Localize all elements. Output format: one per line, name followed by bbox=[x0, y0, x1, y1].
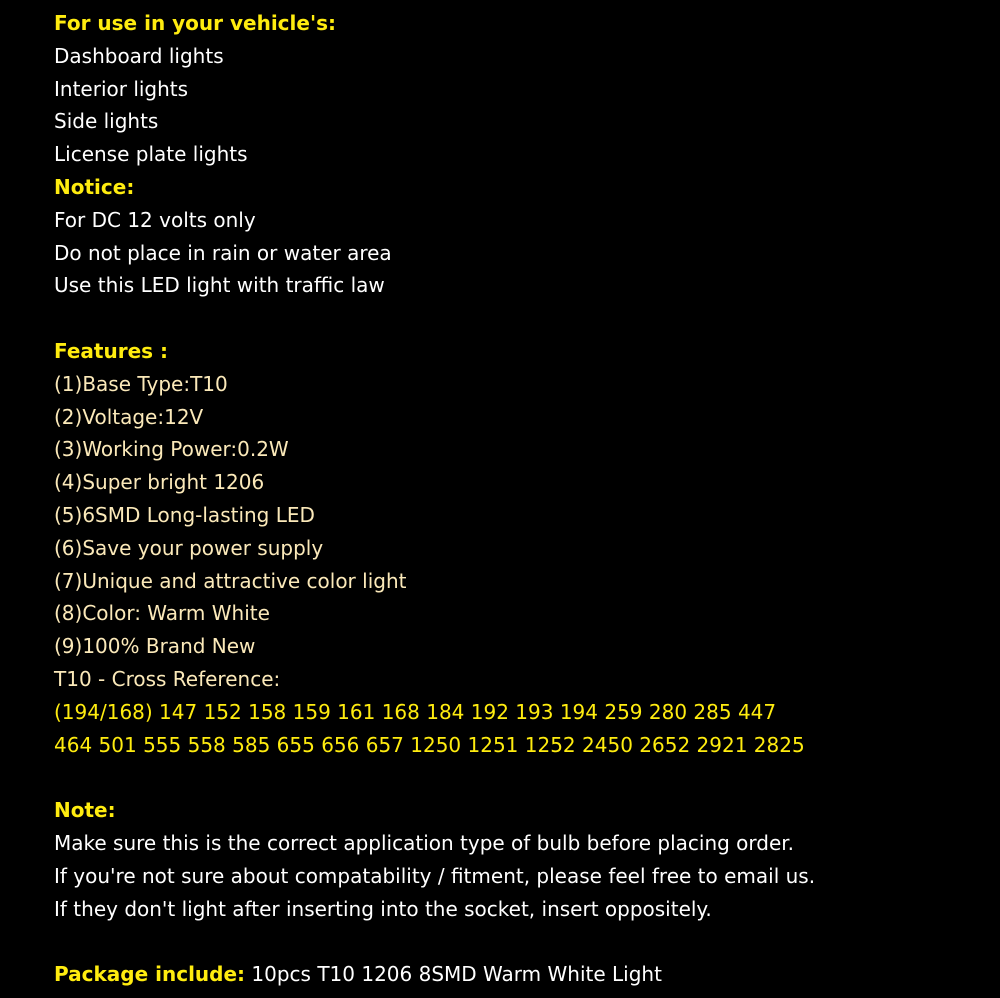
note-item-insert-oppositely: If they don't light after inserting into the socket, insert oppositely. bbox=[54, 896, 712, 921]
feature-item-base-type: (1)Base Type:T10 bbox=[54, 371, 228, 396]
package-include bbox=[54, 958, 984, 991]
note-heading: Note: bbox=[54, 798, 116, 823]
section-spacer bbox=[54, 302, 984, 335]
vehicle-use-item-dashboard: Dashboard lights bbox=[54, 43, 224, 68]
product-description bbox=[54, 7, 984, 991]
feature-item-unique-color: (7)Unique and attractive color light bbox=[54, 568, 407, 593]
package-include-label: Package include: bbox=[54, 962, 246, 987]
vehicle-use-item-license-plate: License plate lights bbox=[54, 142, 248, 167]
features-heading: Features : bbox=[54, 338, 169, 363]
vehicle-use-heading: For use in your vehicle's: bbox=[54, 11, 336, 35]
feature-item-save-power: (6)Save your power supply bbox=[54, 535, 324, 560]
cross-reference-line-2: 464 501 555 558 585 655 656 657 1250 1251 1252 2450 2652 2921 2825 bbox=[54, 732, 805, 757]
feature-item-brand-new: (9)100% Brand New bbox=[54, 634, 256, 659]
vehicle-use-item-side: Side lights bbox=[54, 109, 159, 134]
cross-reference-line-1: (194/168) 147 152 158 159 161 168 184 192 193 194 259 280 285 447 bbox=[54, 699, 777, 724]
notice-item-traffic-law: Use this LED light with traffic law bbox=[54, 273, 385, 298]
note-item-application-type: Make sure this is the correct application type of bulb before placing order. bbox=[54, 830, 795, 855]
notice-item-rain: Do not place in rain or water area bbox=[54, 240, 392, 265]
feature-item-super-bright: (4)Super bright 1206 bbox=[54, 470, 265, 495]
notice-heading: Notice: bbox=[54, 174, 135, 199]
feature-item-color: (8)Color: Warm White bbox=[54, 601, 270, 626]
feature-item-long-lasting: (5)6SMD Long-lasting LED bbox=[54, 502, 315, 527]
note-item-compatability: If you're not sure about compatability / fitment, please feel free to email us. bbox=[54, 863, 816, 888]
cross-reference-label: T10 - Cross Reference: bbox=[54, 666, 281, 691]
section-spacer bbox=[54, 925, 984, 958]
notice-item-dc-12v: For DC 12 volts only bbox=[54, 207, 256, 232]
vehicle-use-item-interior: Interior lights bbox=[54, 76, 189, 101]
package-include-value: 10pcs T10 1206 8SMD Warm White Light bbox=[245, 962, 662, 987]
section-spacer bbox=[54, 761, 984, 794]
feature-item-working-power: (3)Working Power:0.2W bbox=[54, 437, 289, 462]
feature-item-voltage: (2)Voltage:12V bbox=[54, 404, 204, 429]
